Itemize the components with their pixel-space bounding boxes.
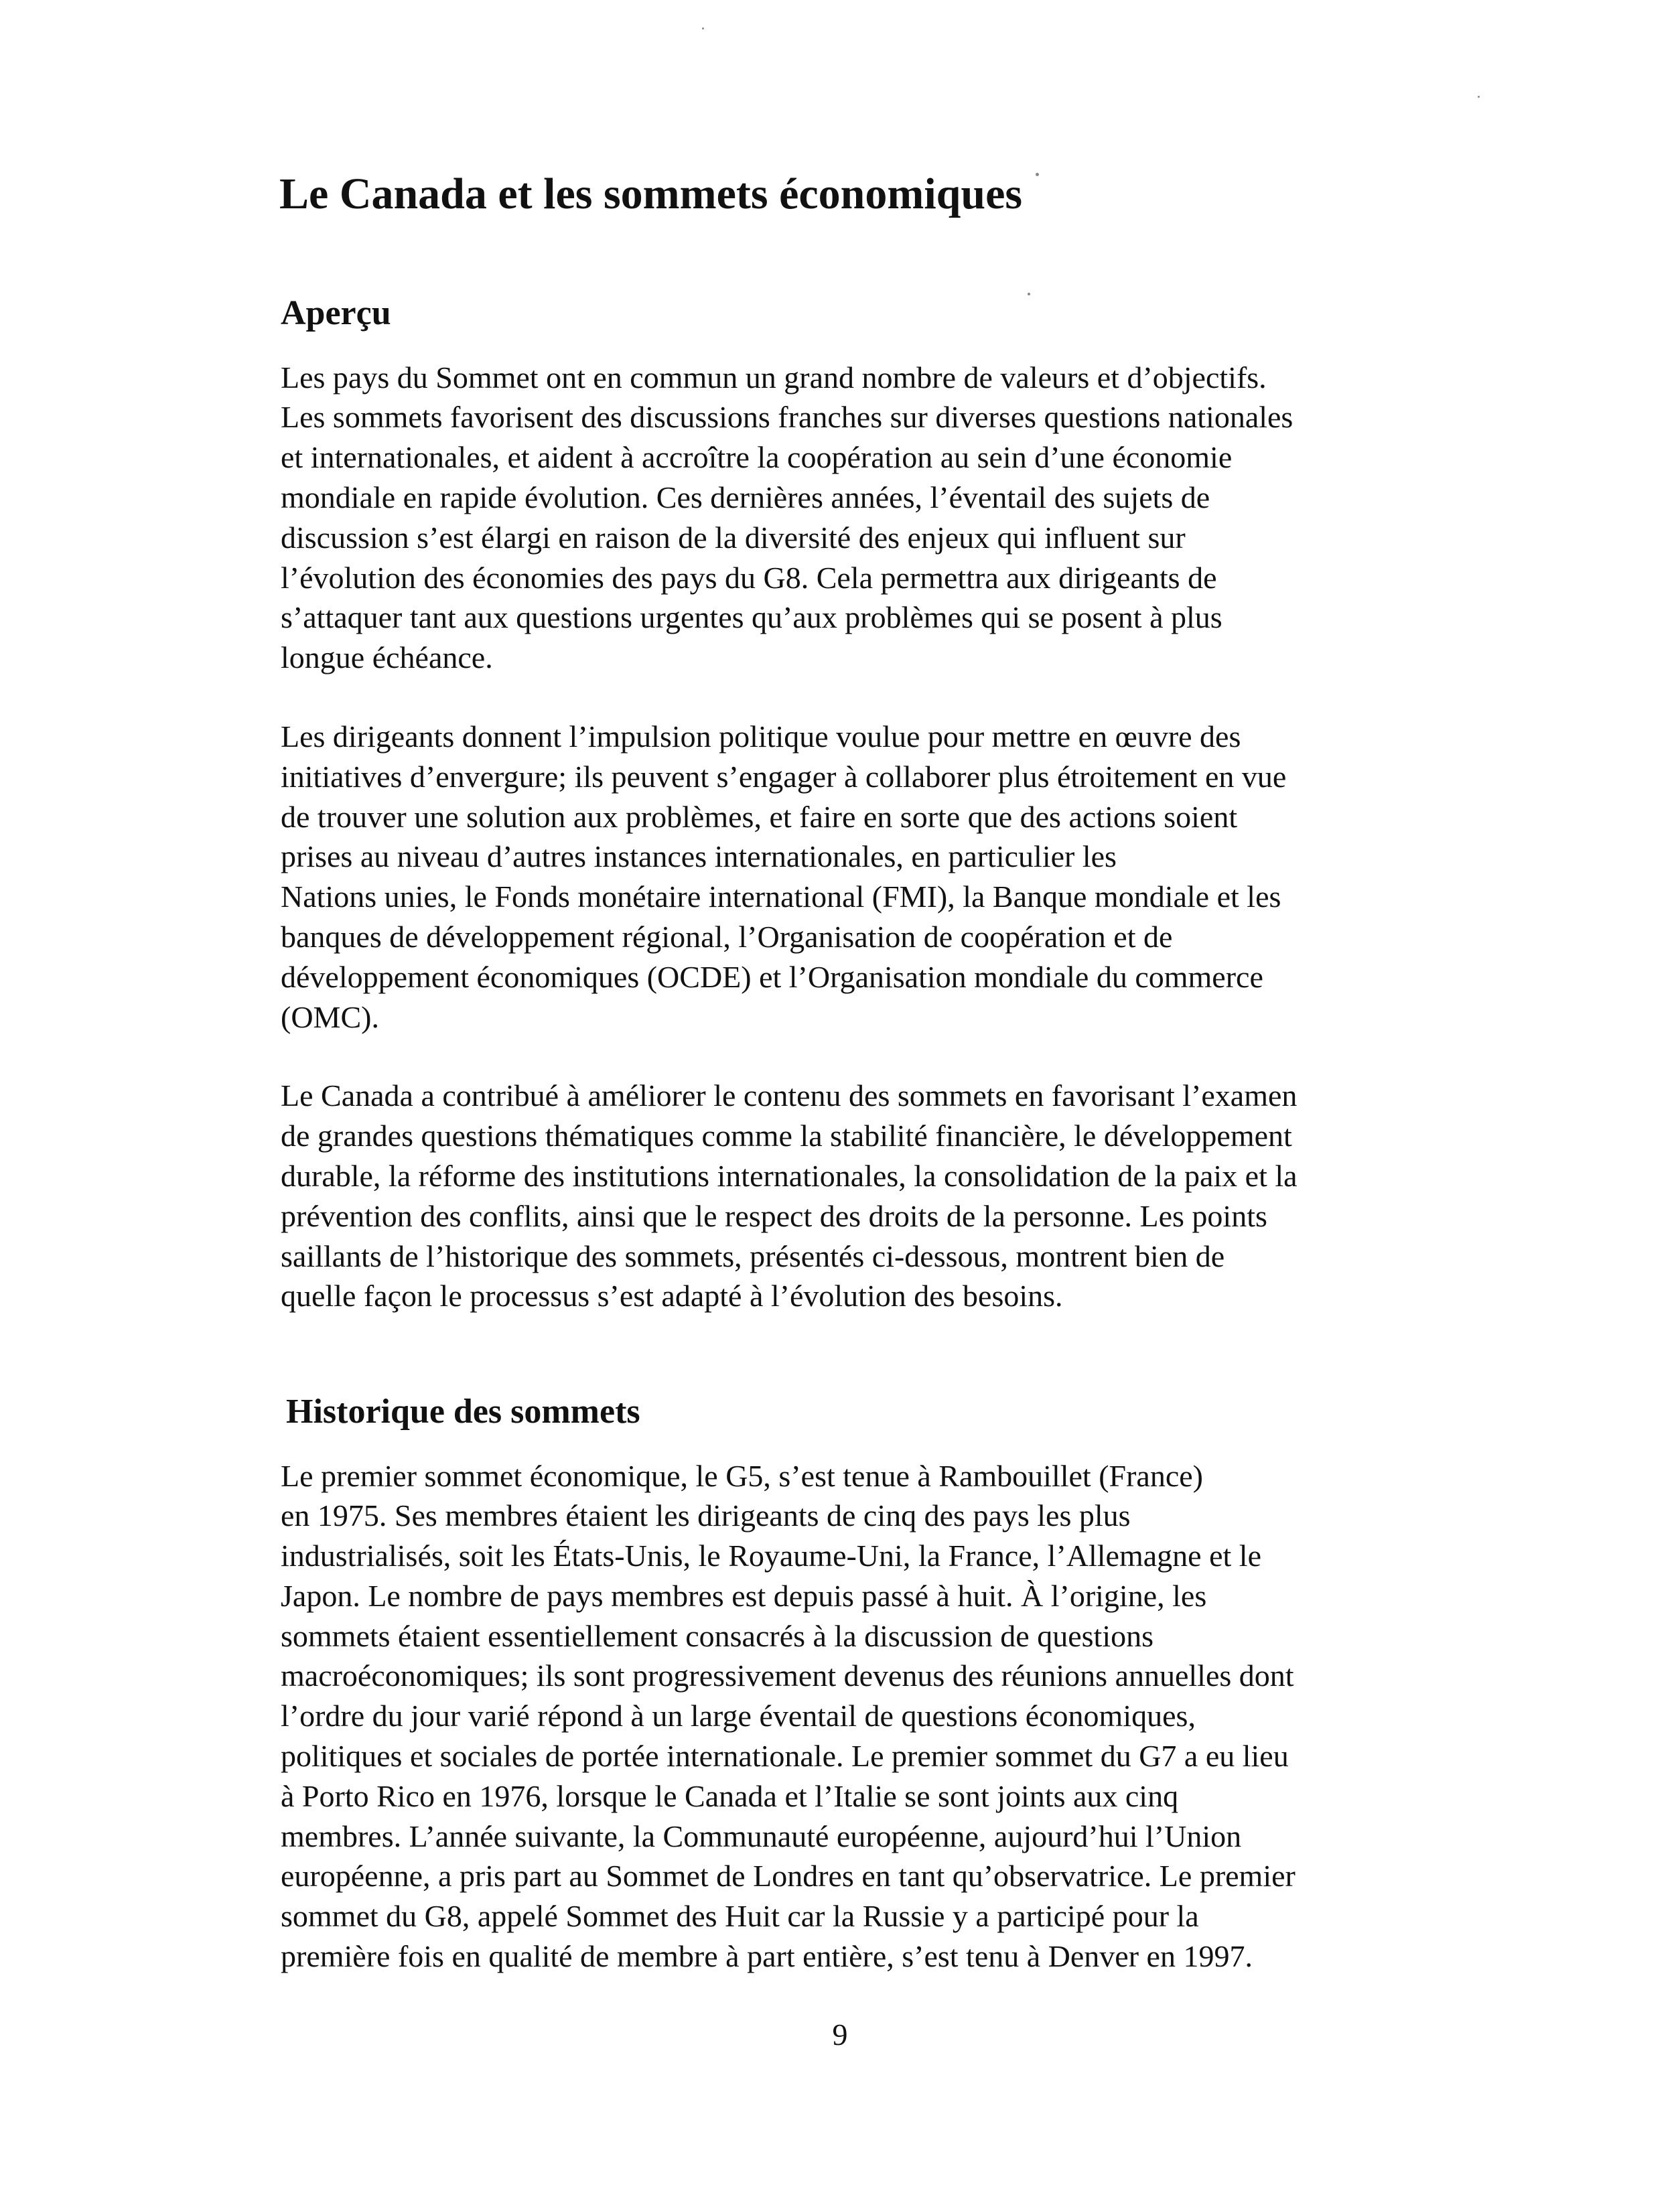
document-title: Le Canada et les sommets économiques: [279, 169, 1023, 218]
text-line: macroéconomiques; ils sont progressivement devenus des réunions annuelles dont: [281, 1658, 1294, 1693]
text-line: membres. L’année suivante, la Communauté européenne, aujourd’hui l’Union: [281, 1819, 1242, 1853]
section-heading-apercu: Aperçu: [281, 294, 391, 333]
text-line: de grandes questions thématiques comme la stabilité financière, le développement: [281, 1119, 1292, 1153]
text-line: Les pays du Sommet ont en commun un grand nombre de valeurs et d’objectifs.: [281, 360, 1267, 395]
text-line: Le Canada a contribué à améliorer le contenu des sommets en favorisant l’examen: [281, 1078, 1298, 1113]
text-line: sommet du G8, appelé Sommet des Huit car la Russie y a participé pour la: [281, 1899, 1199, 1934]
page-number: 9: [832, 2017, 848, 2052]
scan-speck: [702, 27, 704, 29]
text-line: Les dirigeants donnent l’impulsion politique voulue pour mettre en œuvre des: [281, 719, 1241, 754]
text-line: première fois en qualité de membre à part entière, s’est tenu à Denver en 1997.: [281, 1939, 1253, 1974]
text-line: mondiale en rapide évolution. Ces dernières années, l’éventail des sujets de: [281, 480, 1210, 514]
paragraph: [281, 717, 1431, 1037]
paragraph: [281, 1076, 1431, 1316]
section-heading-historique: Historique des sommets: [286, 1393, 640, 1431]
text-line: prévention des conflits, ainsi que le respect des droits de la personne. Les points: [281, 1198, 1267, 1233]
text-line: l’évolution des économies des pays du G8. Cela permettra aux dirigeants de: [281, 560, 1217, 595]
text-line: (OMC).: [281, 999, 379, 1034]
text-line: en 1975. Ses membres étaient les dirigeants de cinq des pays les plus: [281, 1498, 1131, 1533]
text-line: Japon. Le nombre de pays membres est depuis passé à huit. À l’origine, les: [281, 1578, 1207, 1613]
text-line: l’ordre du jour varié répond à un large éventail de questions économiques,: [281, 1699, 1196, 1733]
paragraph: [281, 1456, 1431, 1977]
text-line: à Porto Rico en 1976, lorsque le Canada et l’Italie se sont joints aux cinq: [281, 1778, 1179, 1813]
text-line: Le premier sommet économique, le G5, s’est tenue à Rambouillet (France): [281, 1458, 1203, 1493]
paragraph: [281, 358, 1431, 678]
text-line: sommets étaient essentiellement consacrés à la discussion de questions: [281, 1618, 1154, 1653]
text-line: développement économiques (OCDE) et l’Organisation mondiale du commerce: [281, 959, 1263, 994]
text-line: Nations unies, le Fonds monétaire international (FMI), la Banque mondiale et les: [281, 879, 1281, 914]
text-line: européenne, a pris part au Sommet de Londres en tant qu’observatrice. Le premier: [281, 1859, 1296, 1894]
text-line: banques de développement régional, l’Organisation de coopération et de: [281, 919, 1173, 954]
text-line: durable, la réforme des institutions internationales, la consolidation de la paix et la: [281, 1158, 1298, 1193]
text-line: saillants de l’historique des sommets, présentés ci-dessous, montrent bien de: [281, 1238, 1225, 1273]
document-content: [279, 167, 1431, 2015]
text-line: quelle façon le processus s’est adapté à l’évolution des besoins.: [281, 1279, 1063, 1313]
text-line: prises au niveau d’autres instances internationales, en particulier les: [281, 839, 1117, 874]
text-line: initiatives d’envergure; ils peuvent s’engager à collaborer plus étroitement en vue: [281, 759, 1287, 794]
text-line: de trouver une solution aux problèmes, et faire en sorte que des actions soient: [281, 799, 1238, 834]
text-line: politiques et sociales de portée internationale. Le premier sommet du G7 a eu lieu: [281, 1739, 1289, 1774]
text-line: longue échéance.: [281, 640, 493, 675]
text-line: s’attaquer tant aux questions urgentes qu’aux problèmes qui se posent à plus: [281, 600, 1222, 635]
text-line: industrialisés, soit les États-Unis, le Royaume-Uni, la France, l’Allemagne et le: [281, 1539, 1261, 1573]
scan-speck: [1478, 96, 1480, 98]
text-line: discussion s’est élargi en raison de la diversité des enjeux qui influent sur: [281, 520, 1186, 555]
text-line: et internationales, et aident à accroître la coopération au sein d’une économie: [281, 440, 1233, 475]
text-line: Les sommets favorisent des discussions franches sur diverses questions nationales: [281, 400, 1293, 435]
